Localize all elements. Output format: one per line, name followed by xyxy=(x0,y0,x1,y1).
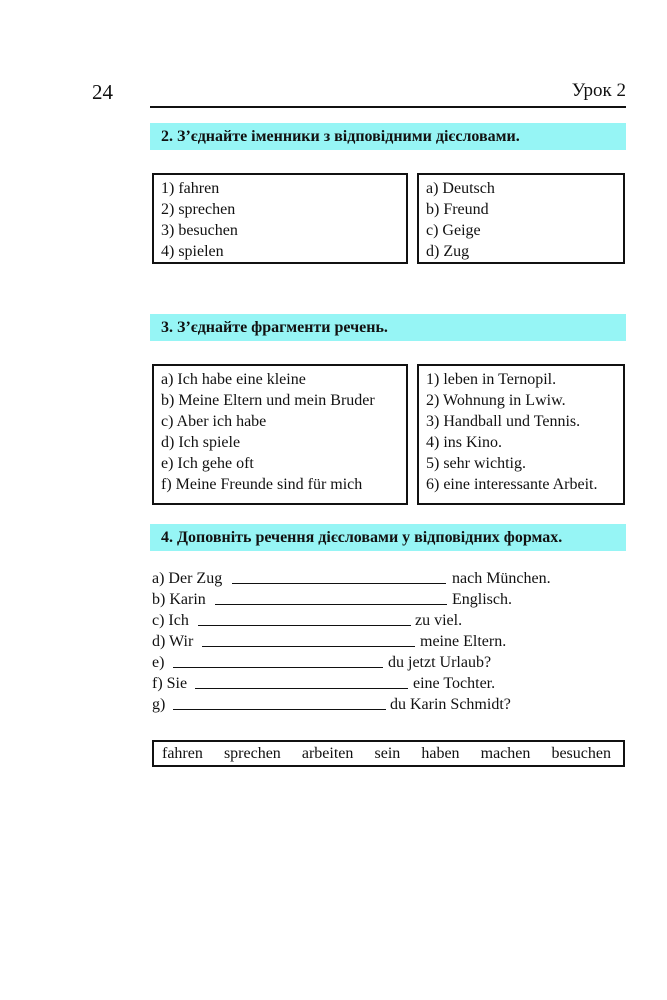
task2-left-item: 4) spielen xyxy=(161,243,224,260)
task4-heading: 4. Доповніть речення дієсловами у відповідних формах. xyxy=(150,524,626,551)
sentence-start: c) Ich xyxy=(152,612,189,629)
word-bank-item: machen xyxy=(480,744,531,762)
word-bank-item: besuchen xyxy=(551,744,611,762)
answer-blank[interactable] xyxy=(173,709,386,710)
task2-right-item: b) Freund xyxy=(426,201,489,218)
task3-left-item: f) Meine Freunde sind für mich xyxy=(161,476,363,493)
sentence-start: b) Karin xyxy=(152,591,206,608)
word-bank-item: fahren xyxy=(162,744,203,762)
sentence-row xyxy=(152,631,622,652)
task2-right-item: c) Geige xyxy=(426,222,481,239)
task3-left-item: e) Ich gehe oft xyxy=(161,455,254,472)
answer-blank[interactable] xyxy=(215,604,447,605)
sentence-end: Englisch. xyxy=(452,591,512,608)
task2-left-item: 1) fahren xyxy=(161,180,220,197)
sentence-start: e) xyxy=(152,654,165,671)
task2-left-box xyxy=(152,173,408,264)
task3-left-item: b) Meine Eltern und mein Bruder xyxy=(161,392,375,409)
word-bank xyxy=(152,740,625,767)
task3-right-box xyxy=(417,364,625,505)
word-bank-item: arbeiten xyxy=(301,744,354,762)
word-bank-item: sein xyxy=(374,744,401,762)
task2-left-item: 3) besuchen xyxy=(161,222,238,239)
page-number: 24 xyxy=(92,80,113,104)
word-bank-item: sprechen xyxy=(223,744,281,762)
task3-left-box xyxy=(152,364,408,505)
sentence-start: g) xyxy=(152,696,166,713)
task2-heading: 2. З’єднайте іменники з відповідними дієсловами. xyxy=(150,123,626,150)
task2-right-box xyxy=(417,173,625,264)
sentence-start: a) Der Zug xyxy=(152,570,223,587)
task3-right-item: 5) sehr wichtig. xyxy=(426,455,526,472)
task3-right-item: 1) leben in Ternopil. xyxy=(426,371,557,388)
sentence-start: d) Wir xyxy=(152,633,194,650)
task3-right-item: 6) eine interessante Arbeit. xyxy=(426,476,598,493)
sentence-start: f) Sie xyxy=(152,675,188,692)
sentence-end: meine Eltern. xyxy=(420,633,507,650)
answer-blank[interactable] xyxy=(232,583,446,584)
answer-blank[interactable] xyxy=(202,646,415,647)
task3-right-item: 3) Handball und Tennis. xyxy=(426,413,581,430)
sentence-row xyxy=(152,694,622,715)
task3-left-item: c) Aber ich habe xyxy=(161,413,267,430)
task2-right-item: d) Zug xyxy=(426,243,470,260)
task2-left-item: 2) sprechen xyxy=(161,201,236,218)
task2-right-item: a) Deutsch xyxy=(426,180,495,197)
sentence-row xyxy=(152,589,622,610)
sentence-end: eine Tochter. xyxy=(413,675,496,692)
answer-blank[interactable] xyxy=(198,625,411,626)
sentence-row xyxy=(152,652,622,673)
word-bank-item: haben xyxy=(421,744,460,762)
sentence-end: du jetzt Urlaub? xyxy=(388,654,492,671)
header-rule xyxy=(150,106,626,108)
answer-blank[interactable] xyxy=(195,688,408,689)
sentence-end: zu viel. xyxy=(415,612,463,629)
task4-sentences xyxy=(152,568,622,715)
task3-left-item: d) Ich spiele xyxy=(161,434,241,451)
lesson-title: Урок 2 xyxy=(571,80,626,101)
sentence-row xyxy=(152,568,622,589)
sentence-row xyxy=(152,610,622,631)
sentence-end: du Karin Schmidt? xyxy=(390,696,511,713)
sentence-end: nach München. xyxy=(452,570,551,587)
task3-left-item: a) Ich habe eine kleine xyxy=(161,371,306,388)
task3-right-item: 2) Wohnung in Lwiw. xyxy=(426,392,566,409)
sentence-row xyxy=(152,673,622,694)
answer-blank[interactable] xyxy=(173,667,383,668)
task3-right-item: 4) ins Kino. xyxy=(426,434,502,451)
task3-heading: 3. З’єднайте фрагменти речень. xyxy=(150,314,626,341)
